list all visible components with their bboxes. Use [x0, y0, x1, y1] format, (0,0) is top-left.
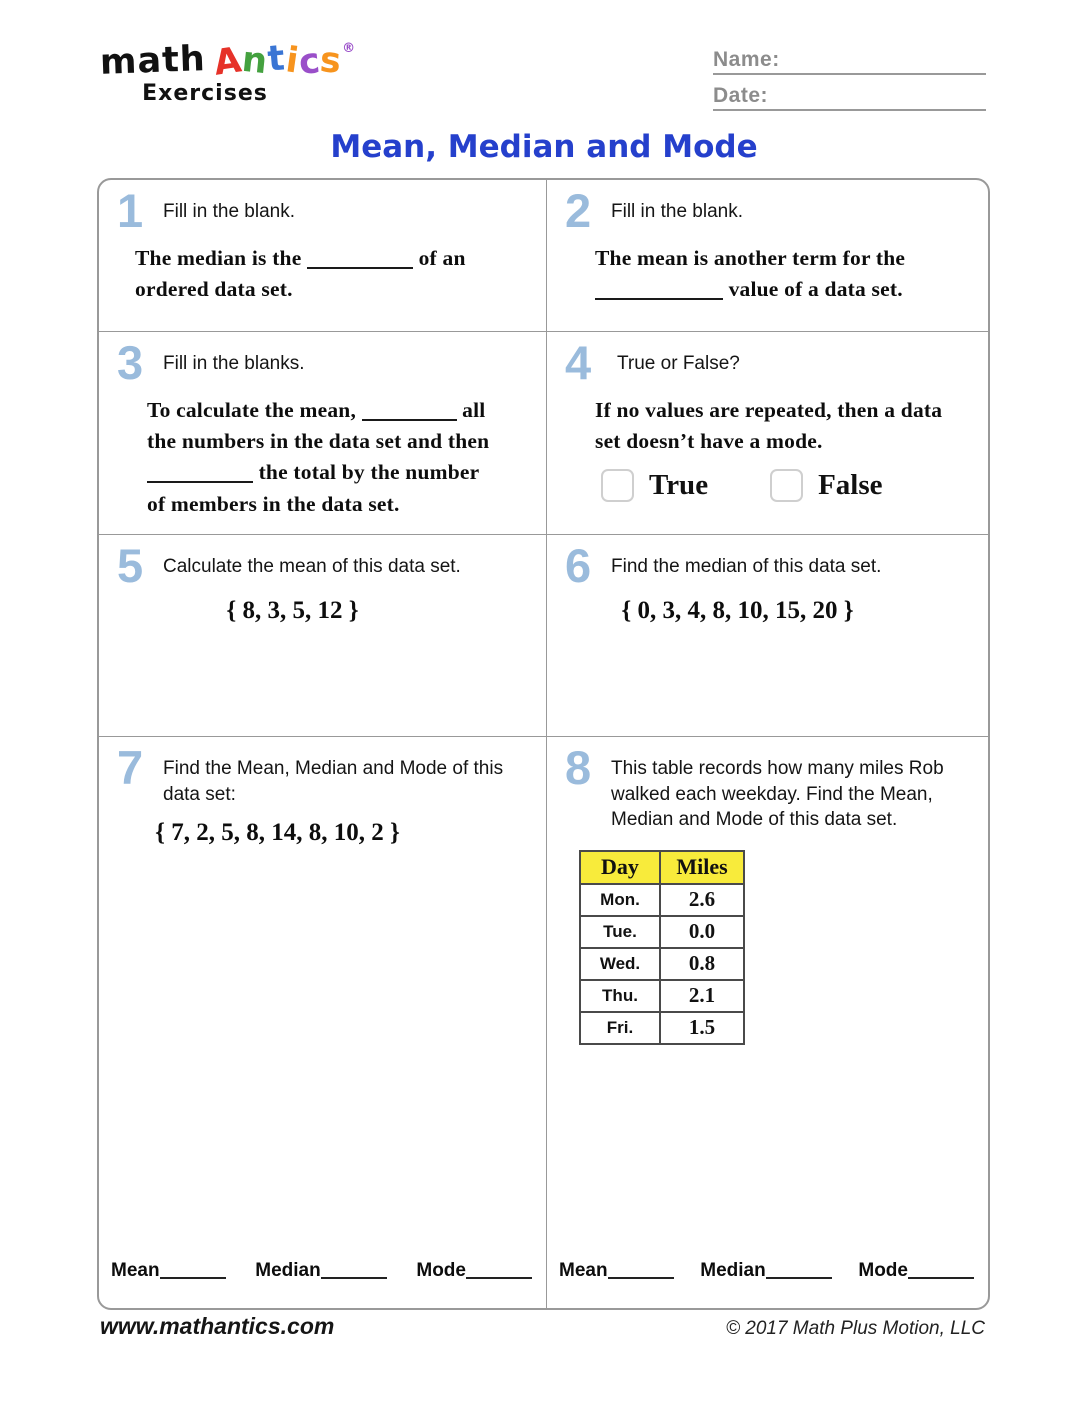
- false-label: False: [818, 469, 883, 502]
- median-label: Median: [700, 1260, 766, 1281]
- question-8-prompt: This table records how many miles Rob walked each weekday. Find the Mean, Median and Mode of this data set.: [611, 758, 944, 831]
- day-cell: Fri.: [580, 1012, 660, 1044]
- day-cell: Thu.: [580, 980, 660, 1012]
- question-4-number: 4: [565, 336, 592, 389]
- question-8-answer-row: [559, 1260, 974, 1282]
- question-6-data-set: { 0, 3, 4, 8, 10, 15, 20 }: [621, 597, 854, 624]
- question-8-cell: [547, 737, 988, 1308]
- logo-subtitle: Exercises: [142, 81, 268, 106]
- logo-letter: n: [239, 39, 270, 83]
- logo-letter: t: [265, 38, 287, 80]
- question-3-number: 3: [117, 336, 144, 389]
- median-label: Median: [255, 1260, 321, 1281]
- mean-answer-blank[interactable]: [608, 1277, 674, 1279]
- false-checkbox[interactable]: [770, 469, 803, 502]
- mean-label: Mean: [111, 1260, 160, 1281]
- question-2-number: 2: [565, 184, 592, 237]
- question-7-answer-row: [111, 1260, 532, 1282]
- day-cell: Wed.: [580, 948, 660, 980]
- website-link[interactable]: www.mathantics.com: [100, 1313, 335, 1339]
- miles-cell: 1.5: [660, 1012, 744, 1044]
- question-7-data-set: { 7, 2, 5, 8, 14, 8, 10, 2 }: [155, 819, 400, 847]
- logo-letter: s: [318, 40, 344, 82]
- question-1-prompt: Fill in the blank.: [163, 201, 296, 222]
- miles-cell: 2.6: [660, 884, 744, 916]
- table-row: [580, 1012, 744, 1044]
- name-field[interactable]: [713, 48, 986, 75]
- question-3-cell: [99, 332, 547, 535]
- date-field[interactable]: [713, 84, 986, 111]
- question-5-cell: [99, 535, 547, 737]
- question-6-number: 6: [565, 539, 592, 592]
- question-8-number: 8: [565, 741, 592, 794]
- miles-table-header-day: Day: [580, 851, 660, 884]
- miles-cell: 2.1: [660, 980, 744, 1012]
- mean-label: Mean: [559, 1260, 608, 1281]
- question-2-body: The mean is another term for the value of a data set.: [595, 246, 906, 302]
- question-5-data-set: { 8, 3, 5, 12 }: [226, 597, 359, 624]
- logo-word-antics: [211, 38, 344, 84]
- mean-answer-blank[interactable]: [160, 1277, 226, 1279]
- miles-cell: 0.0: [660, 916, 744, 948]
- day-cell: Tue.: [580, 916, 660, 948]
- question-7-number: 7: [117, 741, 144, 794]
- logo-letter: c: [296, 40, 323, 84]
- question-4-prompt: True or False?: [617, 353, 740, 374]
- question-3-prompt: Fill in the blanks.: [163, 353, 305, 374]
- table-row: [580, 980, 744, 1012]
- question-2-prompt: Fill in the blank.: [611, 201, 744, 222]
- true-checkbox[interactable]: [601, 469, 634, 502]
- fill-in-blank[interactable]: [362, 419, 457, 421]
- miles-cell: 0.8: [660, 948, 744, 980]
- registered-trademark-symbol: ®: [342, 41, 356, 56]
- name-label: Name:: [713, 48, 780, 71]
- median-answer-blank[interactable]: [321, 1277, 387, 1279]
- fill-in-blank[interactable]: [307, 267, 413, 269]
- question-1-cell: [99, 180, 547, 332]
- true-label: True: [649, 469, 709, 502]
- miles-table-header-miles: Miles: [660, 851, 744, 884]
- logo-letter: i: [282, 40, 302, 82]
- miles-table: [579, 850, 745, 1045]
- question-5-number: 5: [117, 539, 144, 592]
- copyright-text: © 2017 Math Plus Motion, LLC: [725, 1318, 985, 1339]
- question-3-body: To calculate the mean, all the numbers in the data set and then the total by the number of members in the data set.: [147, 398, 490, 516]
- table-row: [580, 948, 744, 980]
- mode-answer-blank[interactable]: [466, 1277, 532, 1279]
- mode-label: Mode: [858, 1260, 908, 1281]
- question-6-prompt: Find the median of this data set.: [611, 556, 882, 577]
- question-7-cell: [99, 737, 547, 1308]
- page-title: Mean, Median and Mode: [330, 129, 758, 165]
- fill-in-blank[interactable]: [595, 298, 723, 300]
- question-4-body: If no values are repeated, then a data set doesn’t have a mode.: [595, 398, 943, 454]
- table-row: [580, 884, 744, 916]
- fill-in-blank[interactable]: [147, 481, 253, 483]
- question-6-cell: [547, 535, 988, 737]
- logo-letter: A: [211, 40, 245, 84]
- mode-answer-blank[interactable]: [908, 1277, 974, 1279]
- worksheet-grid: [97, 178, 990, 1310]
- logo-word-math: math: [99, 39, 207, 83]
- math-antics-logo: [99, 38, 356, 106]
- question-2-cell: [547, 180, 988, 332]
- mode-label: Mode: [416, 1260, 466, 1281]
- date-label: Date:: [713, 84, 769, 107]
- question-1-number: 1: [117, 184, 144, 237]
- median-answer-blank[interactable]: [766, 1277, 832, 1279]
- question-5-prompt: Calculate the mean of this data set.: [163, 556, 461, 577]
- day-cell: Mon.: [580, 884, 660, 916]
- question-7-prompt: Find the Mean, Median and Mode of this data set:: [163, 758, 504, 805]
- table-row: [580, 916, 744, 948]
- question-1-body: The median is the of an ordered data set.: [135, 246, 466, 302]
- question-4-cell: [547, 332, 988, 535]
